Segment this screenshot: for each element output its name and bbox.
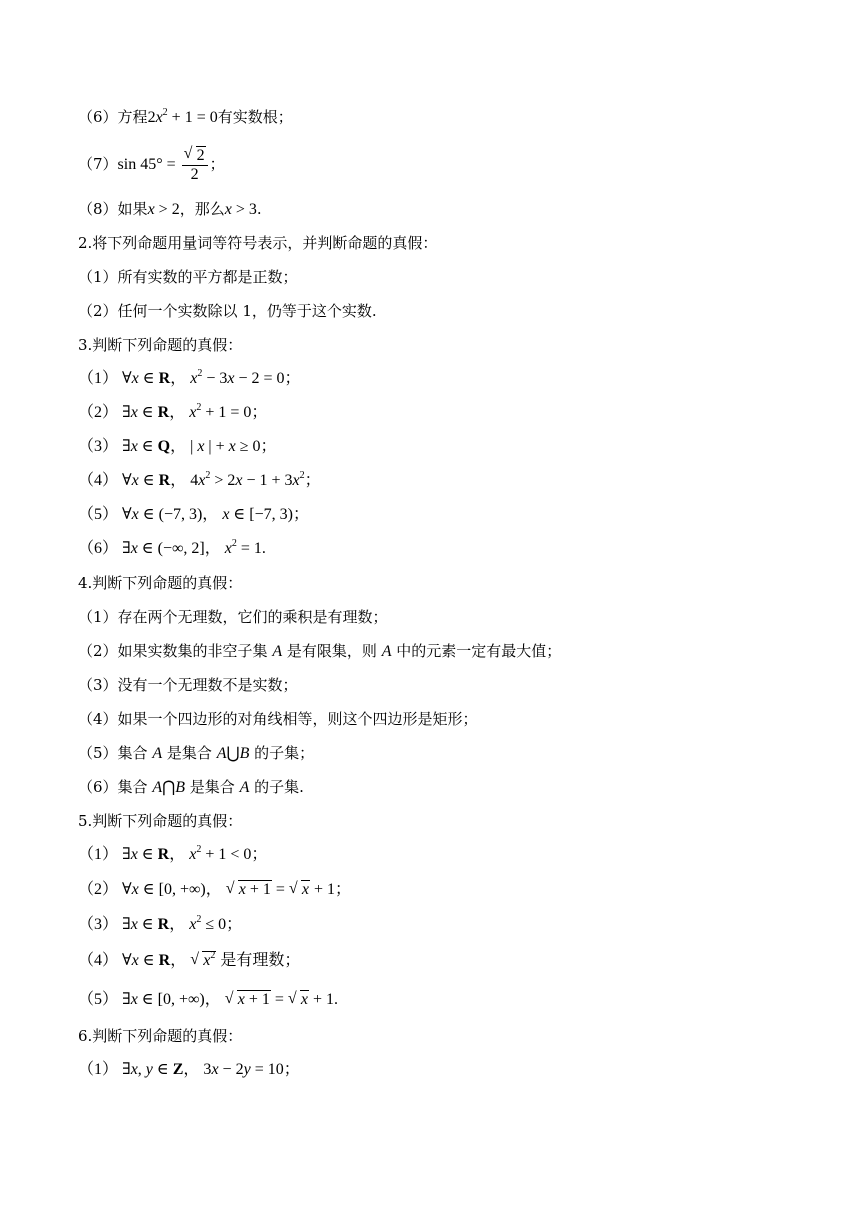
text: ，那么 xyxy=(179,200,225,218)
text: （2）如果实数集的非空子集 xyxy=(78,642,268,660)
equation: sin 45° = √ $\frac{2}{2}$ xyxy=(118,156,210,173)
equation: $2x^2 + 1 = 0$ xyxy=(147,107,218,126)
question-3-item-5: （5） ∀x ∈ (−7, 3)， x ∈ [−7, 3)； xyxy=(78,506,309,523)
question-5-item-2: （2） ∀x ∈ [0, +∞)， √ x + 1 = √ x + 1； xyxy=(78,880,351,900)
item-7 xyxy=(78,146,225,184)
question-5-item-5: （5） ∃x ∈ [0, +∞)， √ x + 1 = √ x + 1. xyxy=(78,990,338,1010)
question-3-item-3: （3） ∃x ∈ Q， | x | + x ≥ 0； xyxy=(78,438,277,455)
item-8 xyxy=(78,199,262,220)
question-4-item-6: （6）集合 A⋂B 是集合 A 的子集. xyxy=(78,778,304,796)
text: （6）集合 xyxy=(78,778,148,796)
text: . xyxy=(256,200,262,218)
question-2-heading: 2.将下列命题用量词等符号表示，并判断命题的真假： xyxy=(78,234,438,252)
question-3-item-1: （1） ∀x ∈ R， $x^2 - 3x - 2 = 0$； xyxy=(78,368,301,387)
question-2-item-2: （2）任何一个实数除以 1，仍等于这个实数. xyxy=(78,302,377,320)
fraction: √ $\frac{2}{2}$ xyxy=(182,146,208,184)
question-4-item-5: （5）集合 A 是集合 A⋃B 的子集； xyxy=(78,744,315,762)
text: 中的元素一定有最大值； xyxy=(396,642,562,660)
question-3-heading: 3.判断下列命题的真假： xyxy=(78,336,243,354)
text: 是集合 xyxy=(166,744,212,762)
item-number: （7） xyxy=(78,155,118,173)
text: 是集合 xyxy=(189,778,235,796)
text: 的子集. xyxy=(254,778,304,796)
question-4-item-2: （2）如果实数集的非空子集 A 是有限集，则 A 中的元素一定有最大值； xyxy=(78,642,562,660)
text: 是有限集，则 xyxy=(286,642,377,660)
text: 的子集； xyxy=(254,744,315,762)
item-number: （6） xyxy=(78,108,118,126)
equation: x > 3 xyxy=(224,201,257,218)
question-4-heading: 4.判断下列命题的真假： xyxy=(78,574,243,592)
question-5-item-1: （1） ∃x ∈ R， $x^2 + 1 < 0$； xyxy=(78,844,268,863)
question-5-heading: 5.判断下列命题的真假： xyxy=(78,812,243,830)
question-4-item-1: （1）存在两个无理数，它们的乘积是有理数； xyxy=(78,608,388,626)
question-2-item-1: （1）所有实数的平方都是正数； xyxy=(78,268,298,286)
question-6-item-1: （1） ∃x, y ∈ Z， 3x − 2y = 10； xyxy=(78,1061,300,1078)
question-3-item-6: （6） ∃x ∈ (−∞, 2]， $x^2 = 1$. xyxy=(78,538,266,557)
question-4-item-4: （4）如果一个四边形的对角线相等，则这个四边形是矩形； xyxy=(78,710,478,728)
equation: x > 2 xyxy=(147,201,180,218)
text: ； xyxy=(209,155,225,173)
text: 方程 xyxy=(117,108,148,126)
text: 是有理数； xyxy=(220,952,301,969)
question-3-item-4: （4） ∀x ∈ R， $4x^2 > 2x - 1 + 3x^2$； xyxy=(78,470,321,489)
question-5-item-3: （3） ∃x ∈ R， $x^2 \le 0$； xyxy=(78,914,243,933)
question-6-heading: 6.判断下列命题的真假： xyxy=(78,1027,243,1045)
text: （5）集合 xyxy=(78,744,148,762)
question-4-item-3: （3）没有一个无理数不是实数； xyxy=(78,676,298,694)
text: 如果 xyxy=(117,200,148,218)
item-6 xyxy=(78,107,293,128)
text: 有实数根； xyxy=(217,108,293,126)
item-number: （8） xyxy=(78,200,118,218)
question-3-item-2: （2） ∃x ∈ R， $x^2 + 1 = 0$； xyxy=(78,402,268,421)
question-5-item-4: （4） ∀x ∈ R， √ $x^2$ 是有理数； xyxy=(78,951,300,971)
